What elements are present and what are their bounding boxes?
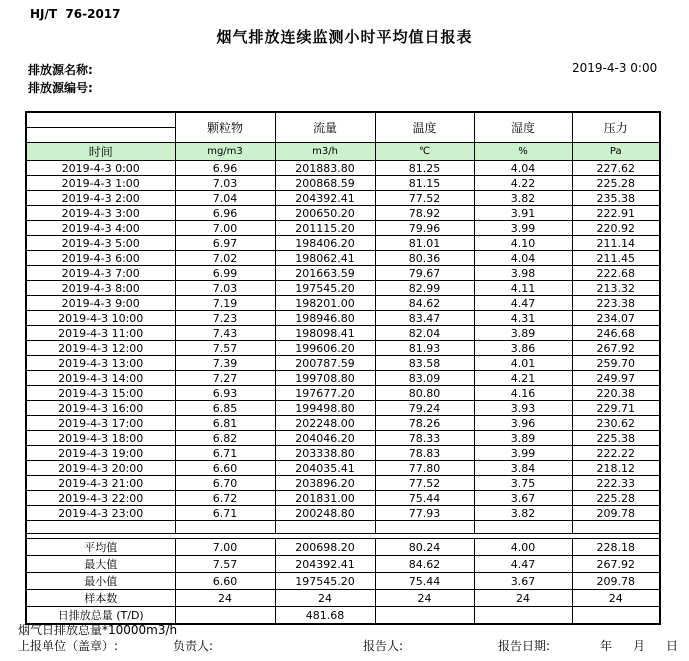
hourly-row [26, 221, 660, 236]
hourly-row-value-cell: 249.97 [572, 371, 660, 386]
hourly-row-value-cell: 230.62 [572, 416, 660, 431]
hourly-row-value-cell: 3.89 [474, 326, 572, 341]
hourly-row-label-cell: 2019-4-3 14:00 [26, 371, 175, 386]
hourly-row-value-cell: 223.38 [572, 296, 660, 311]
hourly-row-value-cell: 6.85 [175, 401, 275, 416]
hourly-row-value-cell: 77.52 [375, 476, 474, 491]
summary-row [26, 590, 660, 607]
hourly-row-value-cell: 7.27 [175, 371, 275, 386]
summary-row-value-cell: 200698.20 [275, 539, 375, 556]
hourly-row-value-cell: 6.93 [175, 386, 275, 401]
hourly-row-label-cell: 2019-4-3 0:00 [26, 161, 175, 176]
unit-cell-flow: m3/h [275, 143, 375, 161]
hourly-row-value-cell: 198062.41 [275, 251, 375, 266]
hourly-row-label-cell: 2019-4-3 2:00 [26, 191, 175, 206]
hourly-row-value-cell: 4.47 [474, 296, 572, 311]
hourly-row-value-cell: 200650.20 [275, 206, 375, 221]
hourly-row-label-cell: 2019-4-3 21:00 [26, 476, 175, 491]
hourly-row [26, 371, 660, 386]
hourly-row-value-cell: 83.47 [375, 311, 474, 326]
summary-row-value-cell: 267.92 [572, 556, 660, 573]
standard-code: HJ/T 76-2017 [30, 7, 121, 21]
summary-row [26, 556, 660, 573]
hourly-row-value-cell: 6.96 [175, 206, 275, 221]
hourly-row-value-cell: 201831.00 [275, 491, 375, 506]
column-header-pressure: 压力 [572, 112, 660, 143]
hourly-row-value-cell: 200868.59 [275, 176, 375, 191]
hourly-row-value-cell: 200248.80 [275, 506, 375, 521]
hourly-row-value-cell: 78.26 [375, 416, 474, 431]
summary-row-value-cell: 80.24 [375, 539, 474, 556]
header-corner-bottom-cell [26, 128, 175, 143]
hourly-row-value-cell: 6.70 [175, 476, 275, 491]
hourly-row-value-cell: 213.32 [572, 281, 660, 296]
unit-cell-particulate: mg/m3 [175, 143, 275, 161]
hourly-row-value-cell: 78.83 [375, 446, 474, 461]
hourly-row-value-cell: 6.72 [175, 491, 275, 506]
hourly-row-value-cell: 203896.20 [275, 476, 375, 491]
hourly-row-value-cell: 7.00 [175, 221, 275, 236]
spacer-row-value-cell [275, 521, 375, 534]
hourly-row-value-cell: 7.39 [175, 356, 275, 371]
hourly-row-value-cell: 222.91 [572, 206, 660, 221]
source-name-label: 排放源名称: [28, 63, 93, 77]
hourly-row-value-cell: 6.81 [175, 416, 275, 431]
hourly-row-value-cell: 220.92 [572, 221, 660, 236]
hourly-row-label-cell: 2019-4-3 4:00 [26, 221, 175, 236]
summary-row-label-cell: 最小值 [26, 573, 175, 590]
hourly-row-value-cell: 83.58 [375, 356, 474, 371]
unit-header-row [26, 143, 660, 161]
report-date-label: 报告日期: [498, 639, 551, 653]
hourly-row-value-cell: 3.86 [474, 341, 572, 356]
spacer-row-value-cell [175, 521, 275, 534]
hourly-row-label-cell: 2019-4-3 22:00 [26, 491, 175, 506]
reporting-unit-label: 上报单位（盖章）: [18, 639, 119, 653]
hourly-row-value-cell: 222.22 [572, 446, 660, 461]
hourly-row-value-cell: 4.04 [474, 251, 572, 266]
hourly-row-value-cell: 211.45 [572, 251, 660, 266]
hourly-row-value-cell: 197677.20 [275, 386, 375, 401]
hourly-row-value-cell: 198946.80 [275, 311, 375, 326]
unit-cell-temperature: ℃ [375, 143, 474, 161]
hourly-row-value-cell: 3.98 [474, 266, 572, 281]
year-label: 年 [600, 639, 613, 653]
hourly-row-value-cell: 4.11 [474, 281, 572, 296]
hourly-row-label-cell: 2019-4-3 9:00 [26, 296, 175, 311]
hourly-row-value-cell: 227.62 [572, 161, 660, 176]
hourly-row-label-cell: 2019-4-3 7:00 [26, 266, 175, 281]
hourly-row-value-cell: 204392.41 [275, 191, 375, 206]
hourly-row-value-cell: 4.22 [474, 176, 572, 191]
summary-row-value-cell: 197545.20 [275, 573, 375, 590]
summary-row-value-cell: 75.44 [375, 573, 474, 590]
responsible-person-label: 负责人: [173, 639, 214, 653]
hourly-row-value-cell: 7.57 [175, 341, 275, 356]
hourly-row-value-cell: 81.15 [375, 176, 474, 191]
hourly-row-value-cell: 229.71 [572, 401, 660, 416]
hourly-row-value-cell: 7.02 [175, 251, 275, 266]
hourly-row-value-cell: 84.62 [375, 296, 474, 311]
hourly-row-label-cell: 2019-4-3 6:00 [26, 251, 175, 266]
summary-row-value-cell [572, 607, 660, 625]
column-header-flow: 流量 [275, 112, 375, 143]
hourly-row-label-cell: 2019-4-3 8:00 [26, 281, 175, 296]
hourly-row [26, 281, 660, 296]
hourly-row [26, 431, 660, 446]
hourly-row-value-cell: 220.38 [572, 386, 660, 401]
hourly-row-value-cell: 200787.59 [275, 356, 375, 371]
summary-row-value-cell: 84.62 [375, 556, 474, 573]
report-table-body [26, 112, 660, 624]
hourly-row [26, 416, 660, 431]
hourly-row-value-cell: 6.97 [175, 236, 275, 251]
summary-row-value-cell: 7.00 [175, 539, 275, 556]
hourly-row-value-cell: 4.16 [474, 386, 572, 401]
spacer-row-label-cell [26, 521, 175, 534]
header-row-top [26, 112, 660, 128]
hourly-row-value-cell: 6.71 [175, 506, 275, 521]
hourly-row-value-cell: 81.25 [375, 161, 474, 176]
hourly-row-value-cell: 81.93 [375, 341, 474, 356]
column-header-humidity: 湿度 [474, 112, 572, 143]
report-datetime: 2019-4-3 0:00 [572, 61, 658, 75]
hourly-row-value-cell: 81.01 [375, 236, 474, 251]
summary-row-value-cell: 209.78 [572, 573, 660, 590]
hourly-row-value-cell: 198201.00 [275, 296, 375, 311]
summary-row-value-cell: 24 [275, 590, 375, 607]
summary-row-value-cell: 3.67 [474, 573, 572, 590]
summary-row-value-cell: 24 [572, 590, 660, 607]
hourly-row-value-cell: 7.23 [175, 311, 275, 326]
summary-row-value-cell [375, 607, 474, 625]
hourly-row-label-cell: 2019-4-3 15:00 [26, 386, 175, 401]
hourly-row [26, 506, 660, 521]
hourly-row-value-cell: 225.38 [572, 431, 660, 446]
hourly-row [26, 401, 660, 416]
spacer-row-value-cell [474, 521, 572, 534]
hourly-row-value-cell: 77.80 [375, 461, 474, 476]
hourly-row-value-cell: 4.31 [474, 311, 572, 326]
source-code-label: 排放源编号: [28, 81, 93, 95]
header-corner-top-cell [26, 112, 175, 128]
hourly-row-label-cell: 2019-4-3 12:00 [26, 341, 175, 356]
hourly-row [26, 491, 660, 506]
hourly-row-value-cell: 3.96 [474, 416, 572, 431]
hourly-row-value-cell: 6.96 [175, 161, 275, 176]
hourly-row-value-cell: 201663.59 [275, 266, 375, 281]
hourly-row-value-cell: 199708.80 [275, 371, 375, 386]
hourly-row-value-cell: 203338.80 [275, 446, 375, 461]
hourly-row-label-cell: 2019-4-3 11:00 [26, 326, 175, 341]
summary-row [26, 573, 660, 590]
hourly-row-value-cell: 7.03 [175, 281, 275, 296]
hourly-row-value-cell: 222.33 [572, 476, 660, 491]
hourly-row-value-cell: 7.03 [175, 176, 275, 191]
hourly-row-value-cell: 78.92 [375, 206, 474, 221]
summary-row-value-cell: 228.18 [572, 539, 660, 556]
unit-cell-pressure: Pa [572, 143, 660, 161]
hourly-row-value-cell: 198406.20 [275, 236, 375, 251]
hourly-row-value-cell: 204035.41 [275, 461, 375, 476]
hourly-row-value-cell: 246.68 [572, 326, 660, 341]
hourly-row [26, 311, 660, 326]
hourly-row-value-cell: 4.01 [474, 356, 572, 371]
hourly-row [26, 326, 660, 341]
hourly-row-value-cell: 7.19 [175, 296, 275, 311]
summary-row-value-cell: 6.60 [175, 573, 275, 590]
hourly-row-value-cell: 82.04 [375, 326, 474, 341]
hourly-row-value-cell: 79.67 [375, 266, 474, 281]
summary-row-label-cell: 平均值 [26, 539, 175, 556]
hourly-row-value-cell: 7.43 [175, 326, 275, 341]
hourly-row-value-cell: 82.99 [375, 281, 474, 296]
hourly-row-value-cell: 75.44 [375, 491, 474, 506]
hourly-row-value-cell: 83.09 [375, 371, 474, 386]
hourly-row-value-cell: 4.21 [474, 371, 572, 386]
hourly-row-value-cell: 3.82 [474, 506, 572, 521]
hourly-row-label-cell: 2019-4-3 23:00 [26, 506, 175, 521]
hourly-row [26, 341, 660, 356]
hourly-row-value-cell: 202248.00 [275, 416, 375, 431]
time-header-cell: 时间 [26, 143, 175, 161]
footer-note: 烟气日排放总量*10000m3/h [18, 623, 178, 637]
column-header-temperature: 温度 [375, 112, 474, 143]
hourly-row-label-cell: 2019-4-3 20:00 [26, 461, 175, 476]
hourly-row [26, 251, 660, 266]
spacer-row-value-cell [572, 521, 660, 534]
hourly-row [26, 356, 660, 371]
summary-row-value-cell: 24 [375, 590, 474, 607]
hourly-row-value-cell: 204046.20 [275, 431, 375, 446]
summary-row-value-cell [175, 607, 275, 625]
hourly-row [26, 206, 660, 221]
hourly-row-value-cell: 3.67 [474, 491, 572, 506]
hourly-row-value-cell: 3.84 [474, 461, 572, 476]
hourly-row-value-cell: 7.04 [175, 191, 275, 206]
hourly-row [26, 386, 660, 401]
spacer-row [26, 521, 660, 534]
column-header-particulate: 颗粒物 [175, 112, 275, 143]
hourly-row-value-cell: 79.24 [375, 401, 474, 416]
summary-row [26, 539, 660, 556]
hourly-row-label-cell: 2019-4-3 17:00 [26, 416, 175, 431]
hourly-row-value-cell: 77.93 [375, 506, 474, 521]
hourly-row-value-cell: 211.14 [572, 236, 660, 251]
hourly-row-value-cell: 3.99 [474, 446, 572, 461]
summary-row-value-cell: 24 [175, 590, 275, 607]
hourly-row [26, 476, 660, 491]
hourly-row-value-cell: 79.96 [375, 221, 474, 236]
hourly-row-value-cell: 225.28 [572, 176, 660, 191]
unit-cell-humidity: % [474, 143, 572, 161]
hourly-row-value-cell: 6.99 [175, 266, 275, 281]
reporter-label: 报告人: [363, 639, 404, 653]
hourly-row [26, 296, 660, 311]
hourly-row-value-cell: 80.36 [375, 251, 474, 266]
hourly-row-value-cell: 3.75 [474, 476, 572, 491]
hourly-row [26, 191, 660, 206]
summary-row-value-cell [474, 607, 572, 625]
hourly-row-label-cell: 2019-4-3 5:00 [26, 236, 175, 251]
hourly-row-value-cell: 3.82 [474, 191, 572, 206]
summary-row-value-cell: 204392.41 [275, 556, 375, 573]
hourly-row-value-cell: 198098.41 [275, 326, 375, 341]
hourly-row-label-cell: 2019-4-3 10:00 [26, 311, 175, 326]
hourly-row-value-cell: 80.80 [375, 386, 474, 401]
hourly-row-value-cell: 201883.80 [275, 161, 375, 176]
hourly-row [26, 176, 660, 191]
hourly-row-label-cell: 2019-4-3 16:00 [26, 401, 175, 416]
summary-row-label-cell: 最大值 [26, 556, 175, 573]
summary-row-label-cell: 日排放总量 (T/D) [26, 607, 175, 625]
hourly-row-label-cell: 2019-4-3 3:00 [26, 206, 175, 221]
hourly-row-value-cell: 201115.20 [275, 221, 375, 236]
hourly-row-value-cell: 3.89 [474, 431, 572, 446]
hourly-row-value-cell: 222.68 [572, 266, 660, 281]
hourly-row-value-cell: 4.10 [474, 236, 572, 251]
hourly-row-value-cell: 267.92 [572, 341, 660, 356]
summary-row-value-cell: 4.00 [474, 539, 572, 556]
summary-row-value-cell: 481.68 [275, 607, 375, 625]
hourly-row-value-cell: 199606.20 [275, 341, 375, 356]
hourly-row-value-cell: 209.78 [572, 506, 660, 521]
hourly-row-value-cell: 6.82 [175, 431, 275, 446]
hourly-row-label-cell: 2019-4-3 18:00 [26, 431, 175, 446]
hourly-row-label-cell: 2019-4-3 19:00 [26, 446, 175, 461]
spacer-row-value-cell [375, 521, 474, 534]
hourly-row [26, 461, 660, 476]
hourly-row-value-cell: 225.28 [572, 491, 660, 506]
hourly-row-value-cell: 218.12 [572, 461, 660, 476]
hourly-row [26, 266, 660, 281]
hourly-row-value-cell: 3.93 [474, 401, 572, 416]
summary-row-value-cell: 7.57 [175, 556, 275, 573]
hourly-row [26, 236, 660, 251]
hourly-row-value-cell: 6.71 [175, 446, 275, 461]
hourly-row-value-cell: 77.52 [375, 191, 474, 206]
hourly-row-value-cell: 259.70 [572, 356, 660, 371]
summary-row-value-cell: 4.47 [474, 556, 572, 573]
hourly-row-label-cell: 2019-4-3 1:00 [26, 176, 175, 191]
report-table [25, 111, 661, 625]
hourly-row-value-cell: 234.07 [572, 311, 660, 326]
hourly-row [26, 161, 660, 176]
summary-row-label-cell: 样本数 [26, 590, 175, 607]
hourly-row-value-cell: 78.33 [375, 431, 474, 446]
hourly-row-value-cell: 4.04 [474, 161, 572, 176]
hourly-row-value-cell: 199498.80 [275, 401, 375, 416]
hourly-row-value-cell: 197545.20 [275, 281, 375, 296]
hourly-row-label-cell: 2019-4-3 13:00 [26, 356, 175, 371]
hourly-row-value-cell: 3.99 [474, 221, 572, 236]
hourly-row-value-cell: 235.38 [572, 191, 660, 206]
hourly-row [26, 446, 660, 461]
hourly-row-value-cell: 3.91 [474, 206, 572, 221]
month-label: 月 [633, 639, 646, 653]
day-label: 日 [666, 639, 679, 653]
hourly-row-value-cell: 6.60 [175, 461, 275, 476]
page-title: 烟气排放连续监测小时平均值日报表 [216, 28, 473, 46]
summary-row-value-cell: 24 [474, 590, 572, 607]
